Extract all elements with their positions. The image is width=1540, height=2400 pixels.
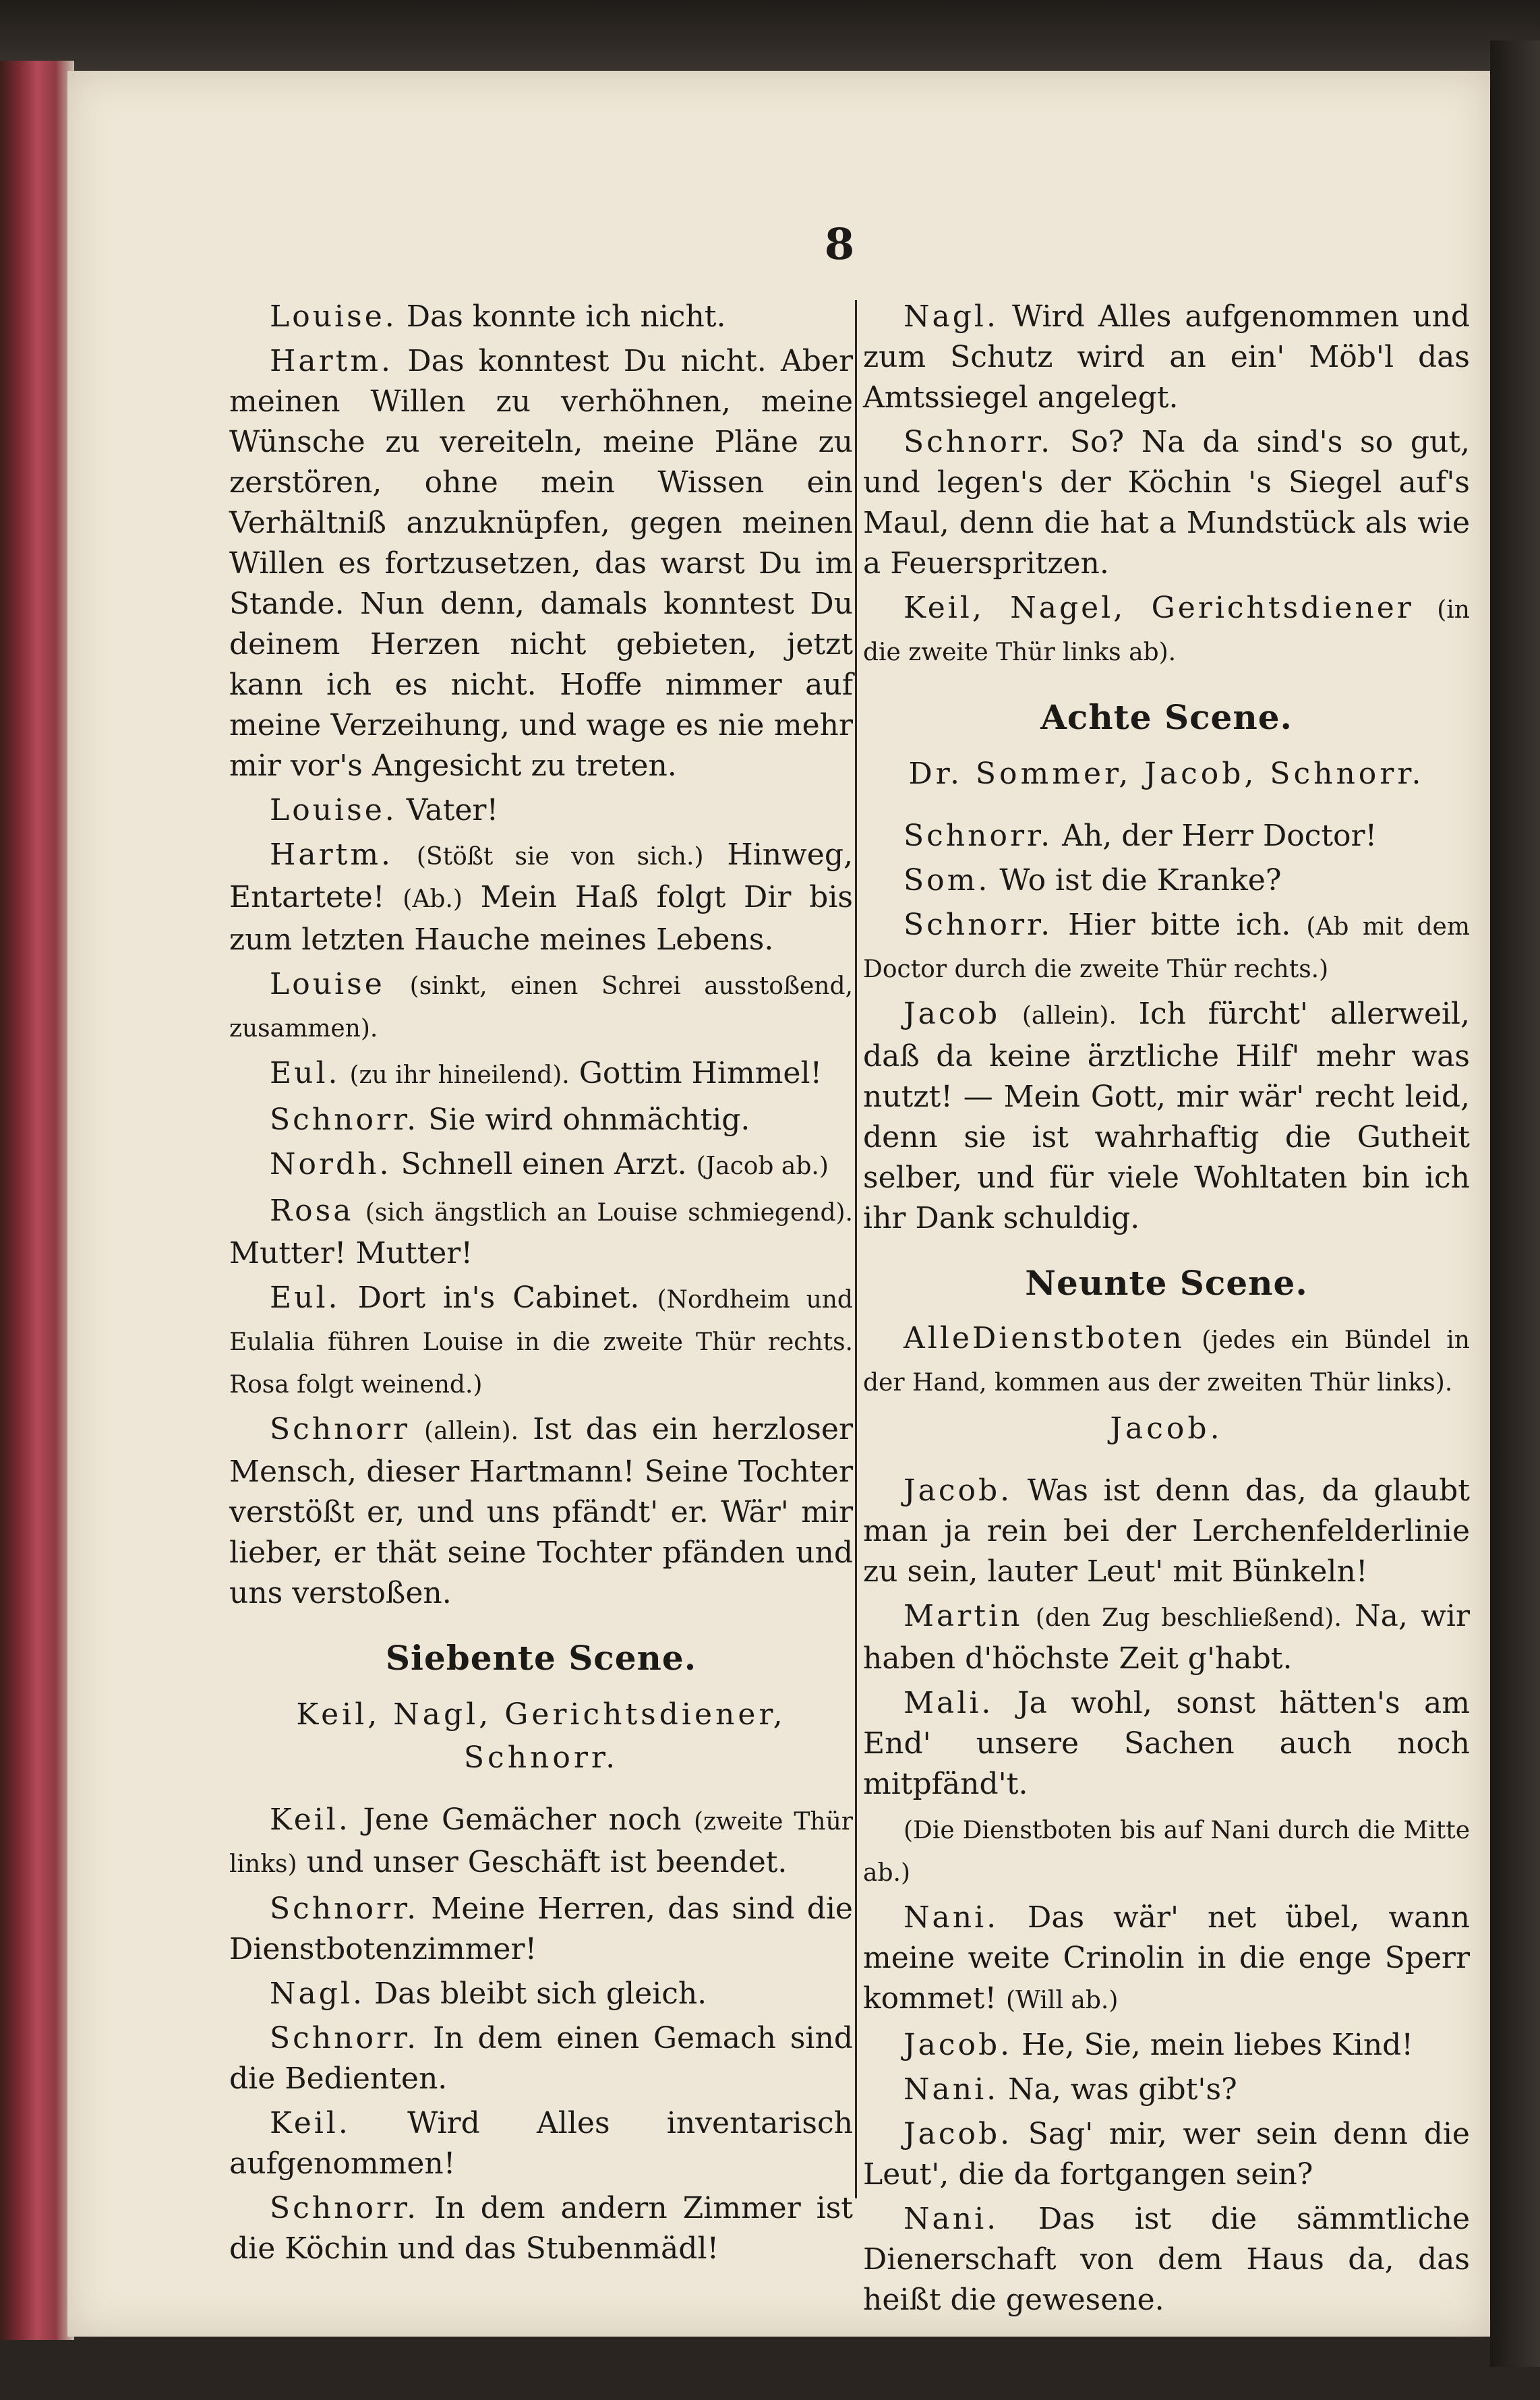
- speaker-name: Schnorr.: [270, 2021, 419, 2055]
- dialogue-paragraph: [863, 297, 1470, 418]
- speaker-name: Louise.: [270, 793, 397, 827]
- dialogue-text: Hier bitte ich.: [1068, 908, 1291, 942]
- speaker-name: Jacob.: [904, 1473, 1013, 1508]
- speaker-name: Louise.: [270, 299, 397, 334]
- dialogue-text: So? Na da sind's so gut, und legen's der Köchin 's Siegel auf's Maul, denn die hat a Mundstück als wie a Feuerspritzen.: [863, 425, 1470, 581]
- dialogue-paragraph: [229, 1144, 853, 1187]
- speaker-name: Hartm.: [270, 344, 394, 378]
- dialogue-text: und unser Geschäft ist beendet.: [306, 1845, 788, 1879]
- dialogue-text: Das ist die sämmtliche Dienerschaft von dem Haus da, das heißt die gewesene.: [863, 2202, 1470, 2317]
- speaker-name: Schnorr.: [904, 819, 1053, 853]
- speaker-name: Eul.: [270, 1281, 340, 1315]
- speaker-name: Schnorr.: [270, 1892, 419, 1926]
- dialogue-paragraph: [229, 1053, 853, 1096]
- dialogue-text: Dort in's Cabinet.: [357, 1281, 640, 1315]
- dialogue-paragraph: [229, 1191, 853, 1274]
- left-column: [229, 297, 853, 2273]
- scan-background-top: [0, 0, 1540, 71]
- stage-direction: (Stößt sie von sich.): [416, 843, 704, 871]
- dialogue-text: Das wär' net übel, wann meine weite Crinolin in die enge Sperr kommet!: [863, 1900, 1470, 2016]
- dialogue-paragraph: [229, 2103, 853, 2184]
- dialogue-paragraph: [229, 790, 853, 831]
- scan-background-right: [1490, 40, 1540, 2367]
- dialogue-paragraph: [863, 2199, 1470, 2320]
- dialogue-paragraph: [863, 994, 1470, 1239]
- cast-list: Keil, Nagl, Gerichtsdiener, Schnorr.: [296, 1697, 786, 1775]
- stage-direction: (Will ab.): [1006, 1987, 1119, 2014]
- dialogue-paragraph: [229, 2018, 853, 2099]
- speaker-name: Som.: [904, 863, 990, 898]
- dialogue-text: Na, was gibt's?: [1008, 2072, 1237, 2107]
- dialogue-paragraph: [229, 1278, 853, 1405]
- speaker-name: Jacob.: [904, 2028, 1013, 2062]
- stage-direction: (allein).: [1021, 1002, 1117, 1030]
- dialogue-text: In dem einen Gemach sind die Bedienten.: [229, 2021, 853, 2096]
- dialogue-text: Mein Haß folgt Dir bis zum letzten Hauche meines Lebens.: [229, 880, 853, 957]
- dialogue-paragraph: [863, 1318, 1470, 1403]
- stage-direction: (Ab mit dem Doctor durch die zweite Thür rechts.): [863, 913, 1470, 983]
- dialogue-paragraph: [863, 905, 1470, 990]
- cast-list: Dr. Sommer, Jacob, Schnorr.: [908, 757, 1425, 791]
- dialogue-text: Wo ist die Kranke?: [999, 863, 1282, 898]
- dialogue-paragraph: [863, 588, 1470, 673]
- stage-direction: (Ab.): [403, 885, 463, 913]
- dialogue-text: He, Sie, mein liebes Kind!: [1021, 2028, 1414, 2062]
- dialogue-text: Sie wird ohnmächtig.: [428, 1103, 750, 1137]
- dialogue-text: Was ist denn das, da glaubt man ja rein bei der Lerchenfelderlinie zu sein, lauter Leut' mit Bünkeln!: [863, 1473, 1470, 1589]
- stage-direction: (Nordheim und Eulalia führen Louise in die zweite Thür rechts. Rosa folgt weinend.): [229, 1286, 853, 1399]
- speaker-name: Keil.: [270, 1803, 351, 1837]
- speaker-name: Nani.: [904, 2202, 999, 2236]
- stage-direction: (jedes ein Bündel in der Hand, kommen aus der zweiten Thür links).: [863, 1326, 1470, 1397]
- dialogue-paragraph: [863, 1898, 1470, 2021]
- dialogue-text: Wird Alles inventarisch aufgenommen!: [229, 2106, 853, 2181]
- dialogue-text: Mutter! Mutter!: [229, 1236, 473, 1270]
- speaker-name: Nagl.: [270, 1977, 365, 2011]
- stage-direction: (Jacob ab.): [696, 1152, 829, 1180]
- dialogue-paragraph: [229, 1889, 853, 1970]
- dialogue-text: Das bleibt sich gleich.: [374, 1977, 707, 2011]
- stage-direction: (sinkt, einen Schrei ausstoßend, zusammen).: [229, 972, 853, 1043]
- dialogue-paragraph: [229, 1100, 853, 1140]
- speaker-name: Keil, Nagel, Gerichtsdiener: [904, 591, 1414, 625]
- speaker-name: Nani.: [904, 2072, 999, 2107]
- dialogue-text: Meine Herren, das sind die Dienstbotenzimmer!: [229, 1892, 853, 1966]
- speaker-name: Hartm.: [270, 838, 394, 872]
- column-divider: [855, 300, 857, 2198]
- dialogue-paragraph: [229, 341, 853, 786]
- dialogue-paragraph: [863, 1471, 1470, 1592]
- dialogue-paragraph: [229, 1409, 853, 1614]
- dialogue-text: Wird Alles aufgenommen und zum Schutz wird an ein' Möb'l das Amtssiegel angelegt.: [863, 299, 1470, 415]
- speaker-name: Jacob.: [904, 2117, 1013, 2151]
- speaker-name: Eul.: [270, 1056, 340, 1090]
- speaker-name: AlleDienstboten: [904, 1321, 1185, 1355]
- dialogue-text: Schnell einen Arzt.: [401, 1147, 687, 1181]
- stage-direction: (Die Dienstboten bis auf Nani durch die Mitte ab.): [863, 1817, 1470, 1887]
- dialogue-paragraph: [863, 2025, 1470, 2066]
- stage-direction: (zu ihr hineilend).: [349, 1061, 570, 1089]
- book-spine-edge: [0, 61, 74, 2340]
- scene-heading: Neunte Scene.: [1025, 1263, 1308, 1303]
- right-column: [863, 297, 1470, 2324]
- dialogue-text: Hinweg, Entartete!: [229, 838, 853, 914]
- page-number: 8: [824, 219, 855, 270]
- speaker-name: Schnorr.: [904, 908, 1053, 942]
- dialogue-paragraph: [229, 2188, 853, 2269]
- speaker-name: Nordh.: [270, 1147, 392, 1181]
- dialogue-text: Ja wohl, sonst hätten's am End' unsere Sachen auch noch mitpfänd't.: [863, 1686, 1470, 1801]
- dialogue-paragraph: [229, 297, 853, 337]
- stage-direction: (allein).: [424, 1417, 519, 1445]
- speaker-name: Schnorr.: [904, 425, 1053, 459]
- dialogue-paragraph: [863, 2070, 1470, 2110]
- speaker-name: Jacob: [904, 997, 1001, 1031]
- scene-heading: Achte Scene.: [1040, 697, 1293, 737]
- speaker-name: Nagl.: [904, 299, 999, 334]
- dialogue-text: Gottim Himmel!: [579, 1056, 823, 1090]
- dialogue-text: Sag' mir, wer sein denn die Leut', die da fortgangen sein?: [863, 2117, 1470, 2192]
- speaker-name: Martin: [904, 1599, 1023, 1633]
- cast-list: Jacob.: [1110, 1411, 1223, 1446]
- dialogue-text: Na, wir haben d'höchste Zeit g'habt.: [863, 1599, 1470, 1676]
- speaker-name: Nani.: [904, 1900, 999, 1935]
- dialogue-paragraph: [863, 1596, 1470, 1679]
- scene-heading: Siebente Scene.: [385, 1638, 697, 1678]
- stage-direction: (sich ängstlich an Louise schmiegend).: [365, 1199, 853, 1227]
- stage-direction: (in die zweite Thür links ab).: [863, 596, 1470, 666]
- dialogue-text: Ah, der Herr Doctor!: [1062, 819, 1378, 853]
- dialogue-text: Jene Gemächer noch: [363, 1803, 682, 1837]
- dialogue-paragraph: [863, 2114, 1470, 2195]
- stage-direction-paragraph: [863, 1809, 1470, 1894]
- speaker-name: Mali.: [904, 1686, 994, 1720]
- stage-direction: (den Zug beschließend).: [1035, 1604, 1342, 1632]
- speaker-name: Keil.: [270, 2106, 351, 2140]
- speaker-name: Louise: [270, 967, 385, 1001]
- speaker-name: Schnorr.: [270, 2191, 419, 2225]
- speaker-name: Schnorr: [270, 1412, 411, 1446]
- dialogue-paragraph: [863, 422, 1470, 584]
- speaker-name: Schnorr.: [270, 1103, 419, 1137]
- dialogue-paragraph: [229, 835, 853, 960]
- dialogue-text: Ich fürcht' allerweil, daß da keine ärztliche Hilf' mehr was nutzt! — Mein Gott, mir wär' recht leid, denn sie ist wahrhaftig die Gutheit selber, und für viele Wohltaten bin ich ihr Dank schuldig.: [863, 997, 1470, 1235]
- dialogue-paragraph: [863, 860, 1470, 901]
- dialogue-text: Das konntest Du nicht. Aber meinen Willen zu verhöhnen, meine Wünsche zu vereiteln, meine Pläne zu zerstören, ohne mein Wissen ein Verhältniß anzuknüpfen, gegen meinen Willen es fortzusetzen, das warst Du im Stande. Nun denn, damals konntest Du deinem Herzen nicht gebieten, jetzt kann ich es nicht. Hoffe nimmer auf meine Verzeihung, und wage es nie mehr mir vor's Angesicht zu treten.: [229, 344, 853, 783]
- stage-direction: (zweite Thür links): [229, 1808, 853, 1878]
- dialogue-text: Das konnte ich nicht.: [406, 299, 726, 334]
- dialogue-paragraph: [229, 1974, 853, 2014]
- dialogue-text: In dem andern Zimmer ist die Köchin und das Stubenmädl!: [229, 2191, 853, 2266]
- dialogue-paragraph: [229, 964, 853, 1049]
- dialogue-text: Ist das ein herzloser Mensch, dieser Hartmann! Seine Tochter verstößt er, und uns pfändt' er. Wär' mir lieber, er thät seine Tochter pfänden und uns verstoßen.: [229, 1412, 853, 1610]
- dialogue-paragraph: [863, 1683, 1470, 1805]
- dialogue-text: Vater!: [406, 793, 499, 827]
- speaker-name: Rosa: [270, 1194, 354, 1228]
- dialogue-paragraph: [863, 816, 1470, 856]
- dialogue-paragraph: [229, 1800, 853, 1885]
